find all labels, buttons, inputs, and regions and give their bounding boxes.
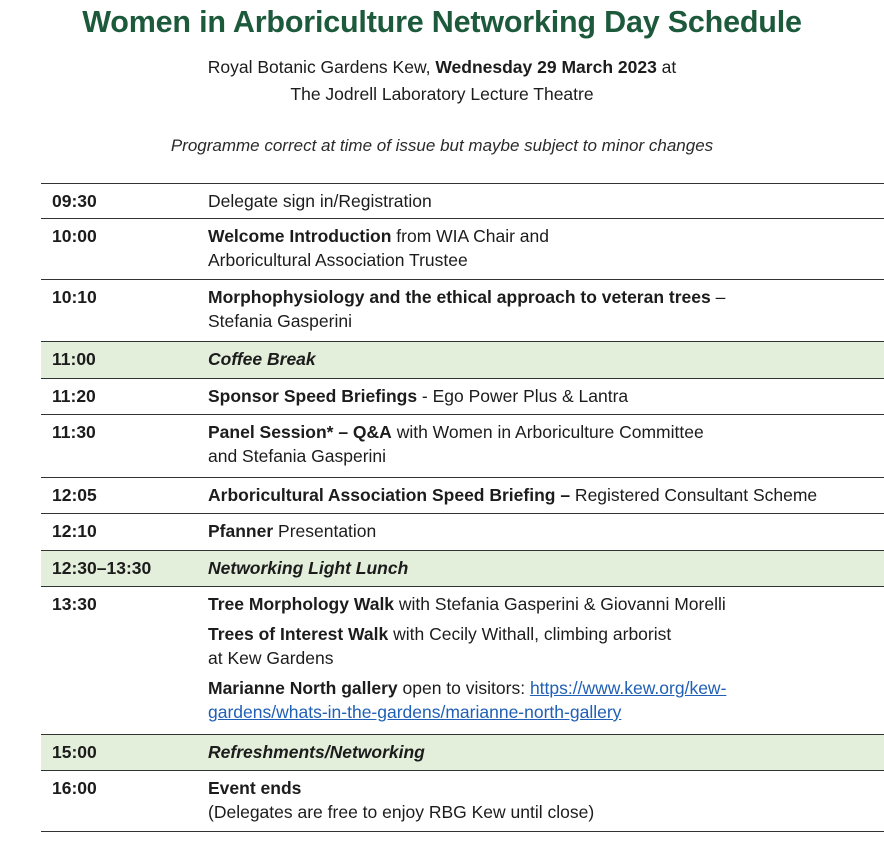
- row-description: Panel Session* – Q&A with Women in Arboriculture Committee and Stefania Gasperini: [208, 422, 704, 466]
- venue-suffix: at: [656, 57, 677, 77]
- schedule-row-lunch: [41, 551, 884, 587]
- gallery-link-continued[interactable]: gardens/whats-in-the-gardens/marianne-north-gallery: [208, 702, 622, 722]
- schedule-row-1330: [41, 587, 884, 735]
- row-time: 12:05: [52, 485, 97, 505]
- gallery-link[interactable]: https://www.kew.org/kew-: [529, 678, 727, 698]
- location: The Jodrell Laboratory Lecture Theatre: [290, 84, 594, 104]
- event-date: Wednesday 29 March 2023: [435, 57, 657, 77]
- row-description: Sponsor Speed Briefings - Ego Power Plus & Lantra: [208, 386, 629, 406]
- row-time: 11:30: [52, 422, 96, 442]
- programme-note: Programme correct at time of issue but maybe subject to minor changes: [170, 136, 714, 155]
- schedule-row-1130: [41, 415, 884, 478]
- row-time: 12:30–13:30: [52, 558, 152, 578]
- venue-prefix: Royal Botanic Gardens Kew,: [207, 57, 436, 77]
- schedule-row-refreshments: [41, 735, 884, 771]
- row-time: 09:30: [52, 191, 97, 211]
- schedule-row-1010: [41, 280, 884, 342]
- row-description: Morphophysiology and the ethical approach to veteran trees – Stefania Gasperini: [208, 287, 726, 331]
- schedule-row-1210: [41, 514, 884, 551]
- row-description: Delegate sign in/Registration: [208, 191, 432, 211]
- row-description: Pfanner Presentation: [208, 521, 377, 541]
- row-time: 11:00: [52, 349, 96, 369]
- row-description: Arboricultural Association Speed Briefing – Registered Consultant Scheme: [208, 485, 818, 505]
- row-time: 10:10: [52, 287, 97, 307]
- row-description: Tree Morphology Walk with Stefania Gasperini & Giovanni Morelli Trees of Interest Walk with Cecily Withall, climbing arborist at Kew Gardens Marianne North gallery open to visitors: https://www.kew.org/kew- gardens/whats-in-the-gardens/marianne-north-gallery: [208, 594, 727, 722]
- row-time: 12:10: [52, 521, 97, 541]
- row-time: 13:30: [52, 594, 97, 614]
- row-time: 11:20: [52, 386, 96, 406]
- schedule-row-coffee-break: [41, 342, 884, 379]
- page-title: Women in Arboriculture Networking Day Schedule: [82, 5, 802, 39]
- row-time: 10:00: [52, 226, 97, 246]
- row-time: 16:00: [52, 778, 97, 798]
- schedule-row-1600: [41, 771, 884, 832]
- schedule-row-1000: [41, 219, 884, 280]
- schedule-table: [41, 183, 884, 832]
- schedule-row-1205: [41, 478, 884, 514]
- schedule-row-1120: [41, 379, 884, 415]
- row-description: Event ends (Delegates are free to enjoy RBG Kew until close): [208, 778, 595, 822]
- row-description: Coffee Break: [208, 349, 316, 369]
- venue-line: [0, 54, 884, 81]
- row-time: 15:00: [52, 742, 97, 762]
- row-description: Welcome Introduction from WIA Chair and Arboricultural Association Trustee: [208, 226, 549, 270]
- row-description: Refreshments/Networking: [208, 742, 425, 762]
- schedule-row-0930: [41, 184, 884, 219]
- row-description: Networking Light Lunch: [208, 558, 409, 578]
- event-details: [0, 54, 884, 108]
